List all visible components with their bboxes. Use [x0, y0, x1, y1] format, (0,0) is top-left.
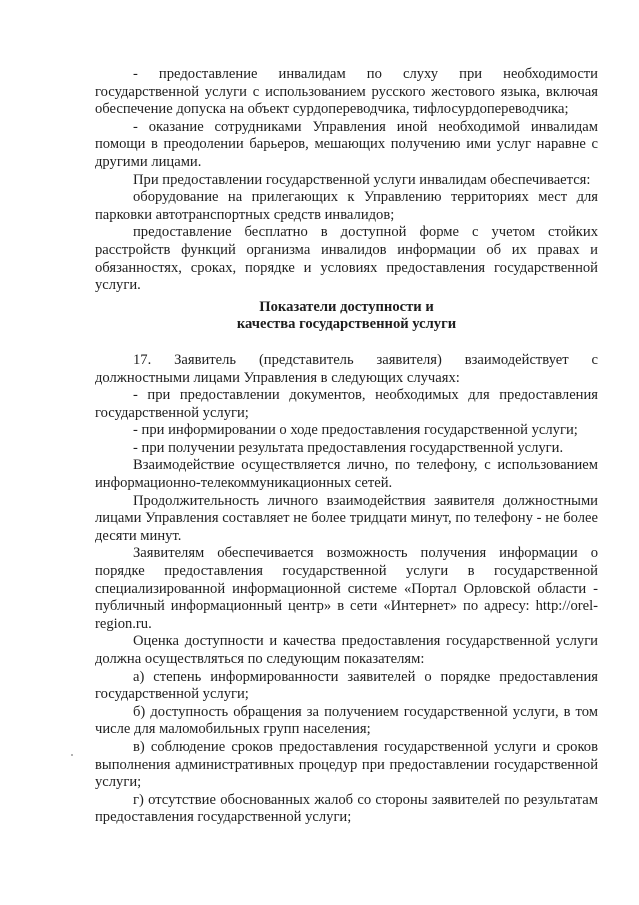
indicator-a: а) степень информированности заявителей о порядке предоставления государственной услуги;: [95, 668, 598, 703]
list-item-result: - при получении результата предоставления государственной услуги.: [133, 439, 564, 456]
paragraph-sign-language: - предоставление инвалидам по слуху при необходимости государственной услуги с использованием русского жестового языка, включая обеспечение допуска на объект сурдопереводчика, тифлосурдопереводчика;: [95, 66, 598, 118]
paragraph-interaction-modes: Взаимодействие осуществляется лично, по телефону, с использованием информационно-телекоммуникационных сетей.: [95, 457, 598, 492]
document-page: [95, 66, 598, 827]
section-heading-line-2: качества государственной услуги: [236, 316, 457, 333]
paragraph-item-17: 17. Заявитель (представитель заявителя) взаимодействует с должностными лицами Управления в следующих случаях:: [95, 351, 598, 386]
section-heading-line-1: Показатели доступности и: [259, 298, 434, 315]
list-item-documents: - при предоставлении документов, необходимых для предоставления государственной услуги;: [95, 387, 598, 421]
heading-spacer: [95, 334, 598, 352]
paragraph-free-information: предоставление бесплатно в доступной форме с учетом стойких расстройств функций организма инвалидов информации об их правах и обязанностях, сроках, порядке и условиях предоставления государственной услуги.: [95, 224, 598, 294]
paragraph-evaluation-intro: Оценка доступности и качества предоставления государственной услуги должна осуществляться по следующим показателям:: [95, 633, 598, 667]
paragraph-duration: Продолжительность личного взаимодействия заявителя должностными лицами Управления составляет не более тридцати минут, по телефону - не более десяти минут.: [95, 492, 598, 544]
paragraph-parking: оборудование на прилегающих к Управлению территориях мест для парковки автотранспортных средств инвалидов;: [95, 189, 598, 223]
paragraph-portal-info: Заявителям обеспечивается возможность получения информации о порядке предоставления государственной услуги в государственной специализированной информационной системе «Портал Орловской области - публичный информационный центр» в сети «Интернет» по адресу: http://orel-region.ru.: [95, 545, 598, 632]
list-item-informing: - при информировании о ходе предоставления государственной услуги;: [133, 422, 578, 439]
indicator-d: г) отсутствие обоснованных жалоб со стороны заявителей по результатам предоставления государственной услуги;: [95, 791, 598, 826]
indicator-c: в) соблюдение сроков предоставления государственной услуги и сроков выполнения административных процедур при предоставлении государственной услуги;: [95, 738, 598, 791]
indicator-b: б) доступность обращения за получением государственной услуги, в том числе для маломобильных групп населения;: [95, 703, 598, 738]
paragraph-staff-assistance: - оказание сотрудниками Управления иной необходимой инвалидам помощи в преодолении барьеров, мешающих получению ими услуг наравне с другими лицами.: [95, 118, 598, 170]
paragraph-provision-intro: При предоставлении государственной услуги инвалидам обеспечивается:: [133, 171, 591, 188]
scan-speck: [71, 754, 73, 756]
